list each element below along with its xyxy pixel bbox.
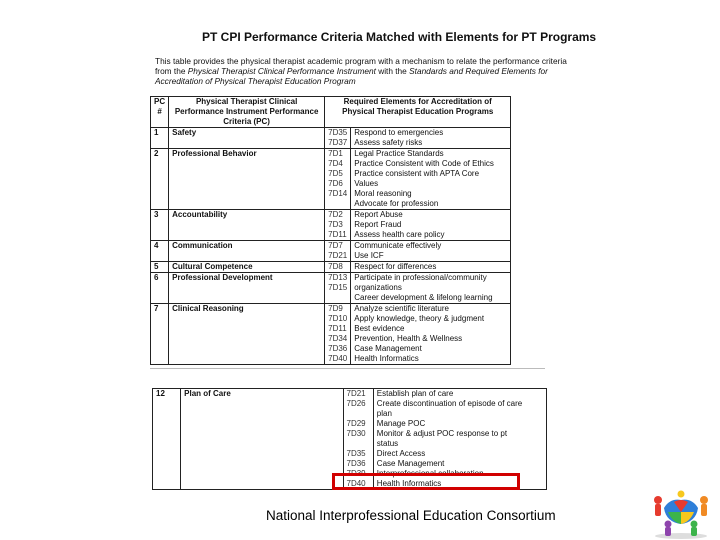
element-code	[328, 293, 347, 303]
required-element: Monitor & adjust POC response to pt	[376, 429, 508, 438]
element-code: 7D11	[328, 324, 347, 333]
element-codes	[325, 149, 351, 210]
required-element: Practice Consistent with Code of Ethics	[354, 159, 494, 168]
required-element: Advocate for profession	[354, 199, 439, 208]
required-elements	[351, 128, 511, 149]
element-code	[347, 409, 370, 419]
criteria-name: Safety	[169, 128, 325, 149]
required-element: Use ICF	[354, 251, 384, 260]
pc-number: 6	[151, 273, 169, 304]
pc-number: 2	[151, 149, 169, 210]
required-element: Establish plan of care	[376, 389, 454, 398]
element-code	[347, 439, 370, 449]
required-element: Report Fraud	[354, 220, 402, 229]
element-codes	[325, 273, 351, 304]
header-pc-number: PC #	[151, 97, 169, 128]
required-element: Moral reasoning	[354, 189, 412, 198]
required-element: Respect for differences	[354, 262, 437, 271]
table-row	[151, 241, 511, 262]
required-element: Case Management	[376, 459, 445, 468]
required-element: Report Abuse	[354, 210, 403, 219]
element-code	[328, 199, 347, 209]
interprofessional-highlight-box	[332, 473, 520, 490]
required-element: Practice consistent with APTA Core	[354, 169, 480, 178]
element-code: 7D14	[328, 189, 348, 198]
element-code: 7D40	[328, 354, 348, 363]
element-code: 7D36	[346, 459, 366, 468]
required-elements	[351, 262, 511, 273]
table-row	[151, 128, 511, 149]
intro-paragraph	[155, 56, 575, 86]
element-code: 7D3	[328, 220, 343, 229]
table-row	[151, 273, 511, 304]
table-row	[151, 304, 511, 365]
pc-number: 1	[151, 128, 169, 149]
required-elements	[351, 304, 511, 365]
required-element: Case Management	[354, 344, 422, 353]
element-code: 7D35	[328, 128, 348, 137]
intro-lead: This table provides the physical therapist academic program with a mechanism to relate the performance criteria from the	[155, 56, 567, 76]
element-code: 7D11	[328, 230, 347, 239]
criteria-name: Plan of Care	[181, 389, 343, 490]
required-element: Interprofessional collaboration	[376, 469, 484, 478]
footer-caption: National Interprofessional Education Consortium	[266, 508, 556, 523]
criteria-name: Professional Development	[169, 273, 325, 304]
table-row	[151, 262, 511, 273]
criteria-name: Cultural Competence	[169, 262, 325, 273]
element-code: 7D29	[346, 419, 366, 428]
element-codes	[325, 304, 351, 365]
required-element: Analyze scientific literature	[354, 304, 449, 313]
criteria-name: Professional Behavior	[169, 149, 325, 210]
intro-italic-instrument: Physical Therapist Clinical Performance Instrument	[187, 66, 376, 76]
element-code: 7D13	[328, 273, 348, 282]
required-element: plan	[376, 409, 392, 418]
intro-mid: with the	[375, 66, 410, 76]
page-cut-divider	[150, 368, 545, 369]
element-code: 7D34	[328, 334, 348, 343]
element-code: 7D1	[328, 149, 343, 158]
table-row	[151, 149, 511, 210]
criteria-name: Accountability	[169, 210, 325, 241]
element-code: 7D30	[346, 429, 366, 438]
required-element: organizations	[354, 283, 402, 292]
element-code: 7D5	[328, 169, 343, 178]
required-element: Direct Access	[376, 449, 426, 458]
element-code: 7D7	[328, 241, 343, 250]
table-row	[151, 210, 511, 241]
element-codes	[325, 241, 351, 262]
required-element: Health Informatics	[376, 479, 442, 488]
pc-number: 3	[151, 210, 169, 241]
element-codes	[325, 210, 351, 241]
required-element: Legal Practice Standards	[354, 149, 444, 158]
required-element: status	[376, 439, 399, 448]
table-header-row	[151, 97, 511, 128]
pc-number: 5	[151, 262, 169, 273]
element-code: 7D6	[328, 179, 343, 188]
element-code: 7D26	[346, 399, 366, 408]
element-codes	[325, 262, 351, 273]
header-required-elements: Required Elements for Accreditation of Physical Therapist Education Programs	[325, 97, 511, 128]
element-code: 7D9	[328, 304, 343, 313]
element-code: 7D21	[328, 251, 348, 260]
required-element: Communicate effectively	[354, 241, 442, 250]
element-code: 7D8	[328, 262, 343, 271]
required-element: Apply knowledge, theory & judgment	[354, 314, 485, 323]
required-element: Best evidence	[354, 324, 405, 333]
pc-number: 12	[153, 389, 181, 490]
required-elements	[351, 149, 511, 210]
element-code: 7D35	[346, 449, 366, 458]
required-element: Assess safety risks	[354, 138, 423, 147]
intro-italic-standards: Standards and Required Elements for Accreditation of Physical Therapist Education Program	[155, 66, 548, 86]
criteria-name: Clinical Reasoning	[169, 304, 325, 365]
element-code: 7D10	[328, 314, 348, 323]
pc-number: 4	[151, 241, 169, 262]
required-elements	[351, 210, 511, 241]
required-element: Career development & lifelong learning	[354, 293, 493, 302]
criteria-name: Communication	[169, 241, 325, 262]
element-code: 7D40	[346, 479, 366, 488]
required-element: Manage POC	[376, 419, 426, 428]
required-element: Assess health care policy	[354, 230, 445, 239]
document-title: PT CPI Performance Criteria Matched with Elements for PT Programs	[202, 30, 597, 44]
element-code: 7D4	[328, 159, 343, 168]
required-element: Health Informatics	[354, 354, 419, 363]
element-code: 7D39	[346, 469, 366, 478]
required-element: Participate in professional/community	[354, 273, 487, 282]
required-elements	[351, 241, 511, 262]
required-element: Create discontinuation of episode of care	[376, 399, 523, 408]
required-elements	[351, 273, 511, 304]
element-code: 7D21	[346, 389, 366, 398]
criteria-table	[150, 96, 511, 365]
header-criteria: Physical Therapist Clinical Performance Instrument Performance Criteria (PC)	[169, 97, 325, 128]
element-code: 7D15	[328, 283, 348, 292]
element-code: 7D36	[328, 344, 348, 353]
required-element: Prevention, Health & Wellness	[354, 334, 463, 343]
required-element: Respond to emergencies	[354, 128, 444, 137]
element-code: 7D2	[328, 210, 343, 219]
element-code: 7D37	[328, 138, 348, 147]
required-element: Values	[354, 179, 379, 188]
element-codes	[325, 128, 351, 149]
pc-number: 7	[151, 304, 169, 365]
criteria-table-body	[151, 128, 511, 365]
colorful-puzzle-people-icon	[650, 488, 712, 540]
